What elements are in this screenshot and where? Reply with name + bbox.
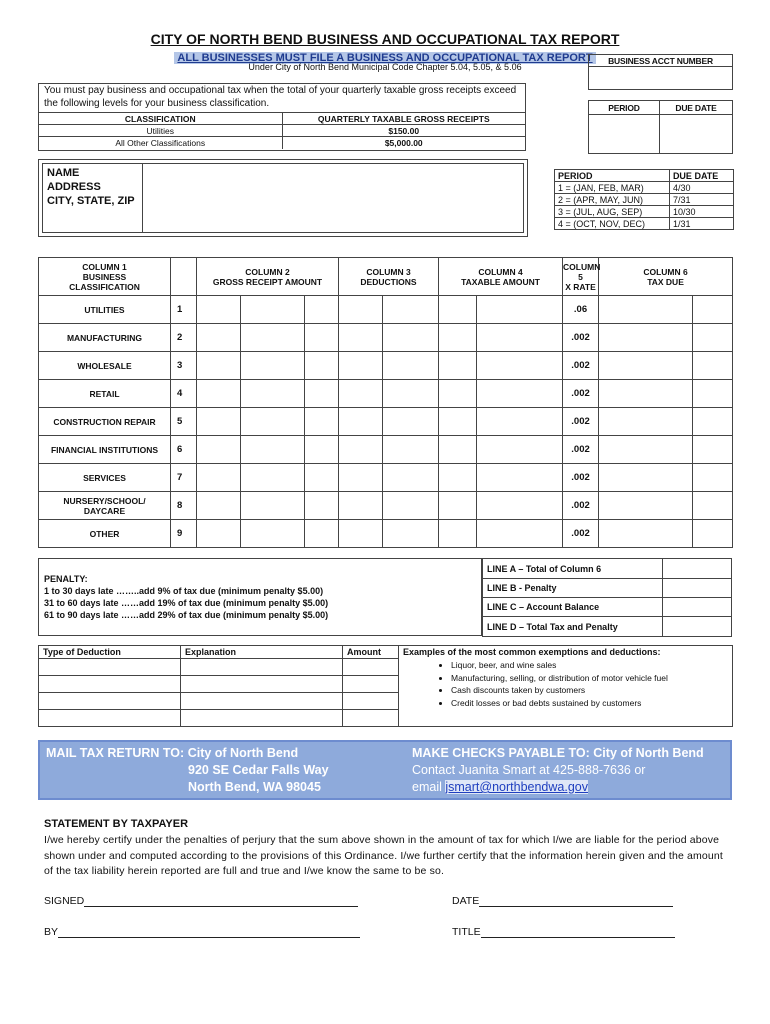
- address-input[interactable]: [143, 164, 523, 232]
- tax-due-input[interactable]: [599, 520, 693, 548]
- deduction-amount-input[interactable]: [343, 710, 399, 727]
- tax-due-input[interactable]: [599, 492, 693, 520]
- date-label: DATE: [452, 895, 480, 907]
- rate-cell: .06: [563, 296, 599, 324]
- gross-receipt-input[interactable]: [241, 324, 305, 352]
- taxable-amount-input[interactable]: [439, 436, 477, 464]
- col3-header: COLUMN 3 DEDUCTIONS: [339, 258, 439, 296]
- tax-due-input[interactable]: [693, 492, 733, 520]
- code-reference: Under City of North Bend Municipal Code Chapter 5.04, 5.05, & 5.06: [248, 62, 522, 72]
- line-number-cell: 6: [171, 436, 197, 464]
- line-number-cell: 7: [171, 464, 197, 492]
- period-label: PERIOD: [589, 101, 660, 114]
- gross-receipt-input[interactable]: [305, 436, 339, 464]
- tax-due-input[interactable]: [693, 296, 733, 324]
- tax-due-input[interactable]: [693, 352, 733, 380]
- examples-list: [451, 659, 728, 709]
- due-date-input[interactable]: [660, 115, 732, 153]
- summary-lines-table: [482, 558, 732, 637]
- deduction-amount-input[interactable]: [343, 693, 399, 710]
- gross-receipt-input[interactable]: [241, 492, 305, 520]
- signed-line[interactable]: [84, 895, 358, 907]
- tax-due-input[interactable]: [693, 324, 733, 352]
- acct-number-box: [588, 54, 733, 90]
- line-number-cell: 8: [171, 492, 197, 520]
- line-input[interactable]: [663, 559, 732, 579]
- rate-cell: .002: [563, 324, 599, 352]
- col2-header: COLUMN 2 GROSS RECEIPT AMOUNT: [197, 258, 339, 296]
- rate-cell: .002: [563, 436, 599, 464]
- due-ref-cell: 10/30: [669, 206, 733, 218]
- tax-table-row: [39, 520, 733, 548]
- line-number-cell: 1: [171, 296, 197, 324]
- line-input[interactable]: [663, 579, 732, 598]
- deduction-explanation-input[interactable]: [181, 710, 343, 727]
- tax-table-row: [39, 380, 733, 408]
- taxable-amount-input[interactable]: [439, 324, 477, 352]
- signed-label: SIGNED: [44, 895, 85, 907]
- tax-table: [38, 257, 732, 548]
- tax-due-input[interactable]: [599, 352, 693, 380]
- penalty-line: 61 to 90 days late ……add 29% of tax due (minimum penalty $5.00): [44, 610, 329, 620]
- period-reference-table: [554, 169, 734, 230]
- taxable-amount-input[interactable]: [439, 408, 477, 436]
- gross-receipt-input[interactable]: [197, 436, 241, 464]
- taxable-amount-input[interactable]: [477, 492, 563, 520]
- deduction-explanation-input[interactable]: [181, 693, 343, 710]
- deduction-explanation-header: Explanation: [181, 646, 343, 659]
- deductions-table: [38, 645, 733, 727]
- gross-receipt-input[interactable]: [241, 380, 305, 408]
- gross-receipt-input[interactable]: [305, 464, 339, 492]
- deduction-amount-input[interactable]: [343, 676, 399, 693]
- title-line[interactable]: [481, 926, 675, 938]
- line-label: LINE A – Total of Column 6: [483, 559, 663, 579]
- tax-due-input[interactable]: [693, 520, 733, 548]
- taxable-amount-input[interactable]: [439, 380, 477, 408]
- deduction-type-header: Type of Deduction: [39, 646, 181, 659]
- penalty-line: 31 to 60 days late ……add 19% of tax due (minimum penalty $5.00): [44, 598, 329, 608]
- gross-receipt-input[interactable]: [305, 296, 339, 324]
- deduction-amount-input[interactable]: [343, 659, 399, 676]
- statement-text: I/we hereby certify under the penalties of perjury that the sum above shown in the amount of tax for which I/we are liable for the period above shown under and computed according to the provisions of this Ordinance. I/we further certify that the information herein given and the amount of the tax liability herein reported are full and true and I/we know the same to be so.: [44, 834, 723, 877]
- threshold-class: Utilities: [39, 125, 282, 137]
- gross-receipt-input[interactable]: [197, 464, 241, 492]
- gross-receipt-input[interactable]: [305, 380, 339, 408]
- rate-cell: .002: [563, 492, 599, 520]
- taxable-amount-input[interactable]: [477, 380, 563, 408]
- classification-cell: SERVICES: [39, 464, 171, 492]
- threshold-value: $150.00: [388, 125, 420, 136]
- deduction-type-input[interactable]: [39, 693, 181, 710]
- subtitle-text: ALL BUSINESSES MUST FILE A BUSINESS AND OCCUPATIONAL TAX REPORT: [174, 52, 595, 64]
- tax-due-input[interactable]: [599, 324, 693, 352]
- taxable-amount-input[interactable]: [477, 352, 563, 380]
- example-item: • Cash discounts taken by customers: [451, 684, 728, 697]
- threshold-col-classification: CLASSIFICATION: [39, 113, 282, 125]
- taxable-amount-input[interactable]: [439, 492, 477, 520]
- deductions-input[interactable]: [383, 324, 439, 352]
- acct-number-input[interactable]: [589, 67, 732, 89]
- due-ref-cell: 7/31: [669, 194, 733, 206]
- gross-receipt-input[interactable]: [197, 324, 241, 352]
- period-ref-header: PERIOD: [555, 170, 670, 182]
- line-input[interactable]: [663, 617, 732, 637]
- deductions-input[interactable]: [339, 436, 383, 464]
- line-label: LINE B - Penalty: [483, 579, 663, 598]
- taxable-amount-input[interactable]: [477, 520, 563, 548]
- mail-line2: 920 SE Cedar Falls Way: [188, 763, 329, 777]
- period-ref-cell: 2 = (APR, MAY, JUN): [555, 194, 670, 206]
- email-link[interactable]: jsmart@northbendwa.gov: [445, 780, 588, 794]
- deductions-input[interactable]: [383, 464, 439, 492]
- deductions-input[interactable]: [383, 436, 439, 464]
- line-number-cell: 9: [171, 520, 197, 548]
- line-input[interactable]: [663, 598, 732, 617]
- line-number-cell: 4: [171, 380, 197, 408]
- deductions-input[interactable]: [383, 380, 439, 408]
- threshold-intro: You must pay business and occupational tax when the total of your quarterly taxable gross receipts exceed the following levels for your business classification.: [44, 85, 517, 109]
- mail-line3: North Bend, WA 98045: [188, 780, 321, 794]
- gross-receipt-input[interactable]: [241, 436, 305, 464]
- threshold-table: [39, 112, 525, 149]
- deductions-input[interactable]: [339, 520, 383, 548]
- deduction-explanation-input[interactable]: [181, 676, 343, 693]
- mail-label: MAIL TAX RETURN TO:: [46, 746, 185, 760]
- rate-cell: .002: [563, 520, 599, 548]
- gross-receipt-input[interactable]: [305, 324, 339, 352]
- deduction-explanation-input[interactable]: [181, 659, 343, 676]
- statement-title: STATEMENT BY TAXPAYER: [44, 818, 189, 830]
- deduction-amount-header: Amount: [343, 646, 399, 659]
- taxable-amount-input[interactable]: [439, 296, 477, 324]
- gross-receipt-input[interactable]: [197, 352, 241, 380]
- period-input[interactable]: [589, 115, 660, 153]
- due-ref-cell: 1/31: [669, 218, 733, 230]
- penalty-line: 1 to 30 days late ……..add 9% of tax due (minimum penalty $5.00): [44, 586, 324, 596]
- page-title: CITY OF NORTH BEND BUSINESS AND OCCUPATIONAL TAX REPORT: [150, 31, 620, 47]
- gross-receipt-input[interactable]: [305, 520, 339, 548]
- taxable-amount-input[interactable]: [439, 352, 477, 380]
- deductions-input[interactable]: [339, 296, 383, 324]
- deductions-input[interactable]: [339, 324, 383, 352]
- tax-due-input[interactable]: [599, 408, 693, 436]
- classification-cell: OTHER: [39, 520, 171, 548]
- example-item: • Manufacturing, selling, or distribution of motor vehicle fuel: [451, 672, 728, 685]
- classification-cell: MANUFACTURING: [39, 324, 171, 352]
- deductions-input[interactable]: [383, 492, 439, 520]
- contact-line: Contact Juanita Smart at 425-888-7636 or: [412, 763, 646, 777]
- title-label: TITLE: [452, 926, 481, 938]
- rate-cell: .002: [563, 352, 599, 380]
- gross-receipt-input[interactable]: [241, 352, 305, 380]
- tax-due-input[interactable]: [599, 436, 693, 464]
- mail-box: [38, 740, 732, 800]
- tax-due-input[interactable]: [693, 380, 733, 408]
- tax-table-row: [39, 464, 733, 492]
- gross-receipt-input[interactable]: [241, 464, 305, 492]
- gross-receipt-input[interactable]: [197, 492, 241, 520]
- deductions-input[interactable]: [383, 296, 439, 324]
- taxable-amount-input[interactable]: [477, 436, 563, 464]
- taxable-amount-input[interactable]: [439, 464, 477, 492]
- deduction-type-input[interactable]: [39, 659, 181, 676]
- tax-table-row: [39, 492, 733, 520]
- col5-header: COLUMN 5 X RATE: [563, 258, 599, 296]
- email-label: email: [412, 780, 442, 794]
- taxable-amount-input[interactable]: [477, 296, 563, 324]
- taxable-amount-input[interactable]: [477, 324, 563, 352]
- deductions-input[interactable]: [383, 408, 439, 436]
- examples-header: Examples of the most common exemptions and deductions:: [403, 647, 661, 657]
- by-line[interactable]: [58, 926, 360, 938]
- by-label: BY: [44, 926, 59, 938]
- deductions-input[interactable]: [339, 352, 383, 380]
- deduction-type-input[interactable]: [39, 710, 181, 727]
- classification-cell: CONSTRUCTION REPAIR: [39, 408, 171, 436]
- due-date-label: DUE DATE: [675, 103, 717, 113]
- penalty-box: [38, 558, 482, 636]
- tax-table-row: [39, 408, 733, 436]
- tax-table-row: [39, 436, 733, 464]
- due-ref-header: DUE DATE: [669, 170, 733, 182]
- classification-cell: RETAIL: [39, 380, 171, 408]
- address-label: ADDRESS: [47, 181, 101, 193]
- classification-cell: NURSERY/SCHOOL/ DAYCARE: [39, 492, 171, 520]
- taxable-amount-input[interactable]: [477, 408, 563, 436]
- tax-due-input[interactable]: [693, 408, 733, 436]
- gross-receipt-input[interactable]: [305, 492, 339, 520]
- line-label: LINE C – Account Balance: [483, 598, 663, 617]
- penalty-title: PENALTY:: [44, 574, 88, 584]
- acct-number-label: BUSINESS ACCT NUMBER: [589, 55, 732, 67]
- period-ref-cell: 3 = (JUL, AUG, SEP): [555, 206, 670, 218]
- tax-table-row: [39, 296, 733, 324]
- tax-due-input[interactable]: [693, 464, 733, 492]
- rate-cell: .002: [563, 408, 599, 436]
- taxable-amount-input[interactable]: [477, 464, 563, 492]
- deductions-input[interactable]: [339, 492, 383, 520]
- line-number-cell: 3: [171, 352, 197, 380]
- col4-header: COLUMN 4 TAXABLE AMOUNT: [439, 258, 563, 296]
- deductions-input[interactable]: [339, 380, 383, 408]
- tax-due-input[interactable]: [599, 296, 693, 324]
- example-item: • Liquor, beer, and wine sales: [451, 659, 728, 672]
- gross-receipt-input[interactable]: [305, 352, 339, 380]
- col6-header: COLUMN 6 TAX DUE: [599, 258, 733, 296]
- gross-receipt-input[interactable]: [197, 408, 241, 436]
- period-ref-cell: 1 = (JAN, FEB, MAR): [555, 182, 670, 194]
- deduction-type-input[interactable]: [39, 676, 181, 693]
- address-labels: [43, 164, 143, 232]
- gross-receipt-input[interactable]: [241, 520, 305, 548]
- example-item: • Credit losses or bad debts sustained by customers: [451, 697, 728, 710]
- tax-table-row: [39, 352, 733, 380]
- address-box: [38, 159, 528, 237]
- line-label: LINE D – Total Tax and Penalty: [483, 617, 663, 637]
- classification-cell: WHOLESALE: [39, 352, 171, 380]
- tax-table-row: [39, 324, 733, 352]
- mail-line1: City of North Bend: [187, 746, 299, 760]
- checks-payable: MAKE CHECKS PAYABLE TO: City of North Bend: [412, 746, 704, 760]
- classification-cell: UTILITIES: [39, 296, 171, 324]
- gross-receipt-input[interactable]: [241, 296, 305, 324]
- threshold-box: [38, 83, 526, 151]
- threshold-value: $5,000.00: [384, 137, 423, 148]
- classification-cell: FINANCIAL INSTITUTIONS: [39, 436, 171, 464]
- line-number-cell: 5: [171, 408, 197, 436]
- gross-receipt-input[interactable]: [305, 408, 339, 436]
- city-state-zip-label: CITY, STATE, ZIP: [47, 195, 135, 207]
- deductions-input[interactable]: [339, 464, 383, 492]
- period-due-box: [588, 100, 733, 154]
- rate-cell: .002: [563, 380, 599, 408]
- period-ref-cell: 4 = (OCT, NOV, DEC): [555, 218, 670, 230]
- name-label: NAME: [47, 167, 80, 179]
- col1-header: COLUMN 1 BUSINESS CLASSIFICATION: [39, 258, 171, 296]
- gross-receipt-input[interactable]: [197, 380, 241, 408]
- deductions-input[interactable]: [383, 352, 439, 380]
- tax-due-input[interactable]: [693, 436, 733, 464]
- due-ref-cell: 4/30: [669, 182, 733, 194]
- taxable-amount-input[interactable]: [439, 520, 477, 548]
- deductions-input[interactable]: [339, 408, 383, 436]
- date-line[interactable]: [479, 895, 673, 907]
- deductions-input[interactable]: [383, 520, 439, 548]
- line-number-cell: 2: [171, 324, 197, 352]
- tax-due-input[interactable]: [599, 380, 693, 408]
- rate-cell: .002: [563, 464, 599, 492]
- gross-receipt-input[interactable]: [197, 296, 241, 324]
- gross-receipt-input[interactable]: [197, 520, 241, 548]
- threshold-col-receipts: QUARTERLY TAXABLE GROSS RECEIPTS: [317, 113, 490, 124]
- tax-due-input[interactable]: [599, 464, 693, 492]
- gross-receipt-input[interactable]: [241, 408, 305, 436]
- threshold-class: All Other Classifications: [39, 137, 282, 149]
